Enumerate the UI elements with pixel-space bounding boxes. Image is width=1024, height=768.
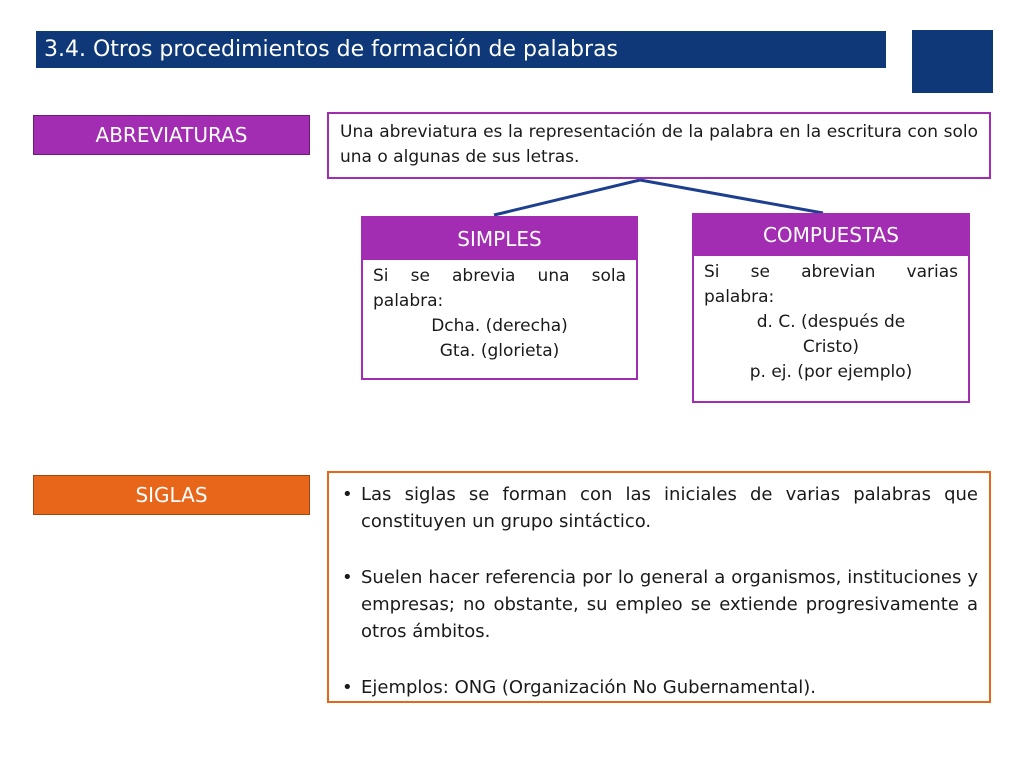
compuestas-example: p. ej. (por ejemplo) [749,362,913,382]
siglas-bullet: • Las siglas se forman con las iniciales de varias palabras que constituyen un grupo sintáctico. [340,481,978,535]
simples-example: Gta. (glorieta) [439,341,560,361]
compuestas-example: d. C. (después de [756,312,906,332]
abreviaturas-definition: Una abreviatura es la representación de la palabra en la escritura con solo una o algunas de sus letras. [327,112,991,179]
corner-decoration [912,30,993,93]
simples-card [361,216,638,380]
simples-intro-line2: palabra: [373,291,444,311]
siglas-bullet: • Suelen hacer referencia por lo general a organismos, instituciones y empresas; no obstante, su empleo se extiende progresivamente a otros ámbitos. [340,564,978,645]
abreviaturas-label: ABREVIATURAS [33,115,310,155]
compuestas-card [692,213,970,403]
compuestas-intro-line1: Si se abrevian varias [704,262,958,282]
simples-intro-line1: Si se abrevia una sola [373,266,626,286]
compuestas-heading: COMPUESTAS [694,215,968,256]
compuestas-example: Cristo) [802,337,860,357]
simples-heading: SIMPLES [363,218,636,260]
simples-body [363,260,636,364]
simples-example: Dcha. (derecha) [431,316,568,336]
siglas-bullet: • Ejemplos: ONG (Organización No Gubernamental). [340,674,978,701]
connector-to-simples [494,180,640,215]
page-title: 3.4. Otros procedimientos de formación de palabras [36,31,886,68]
siglas-label: SIGLAS [33,475,310,515]
siglas-bullet-list [340,481,978,701]
siglas-definition [327,471,991,703]
compuestas-intro-line2: palabra: [704,287,775,307]
compuestas-body [694,256,968,385]
connector-to-compuestas [640,180,823,213]
